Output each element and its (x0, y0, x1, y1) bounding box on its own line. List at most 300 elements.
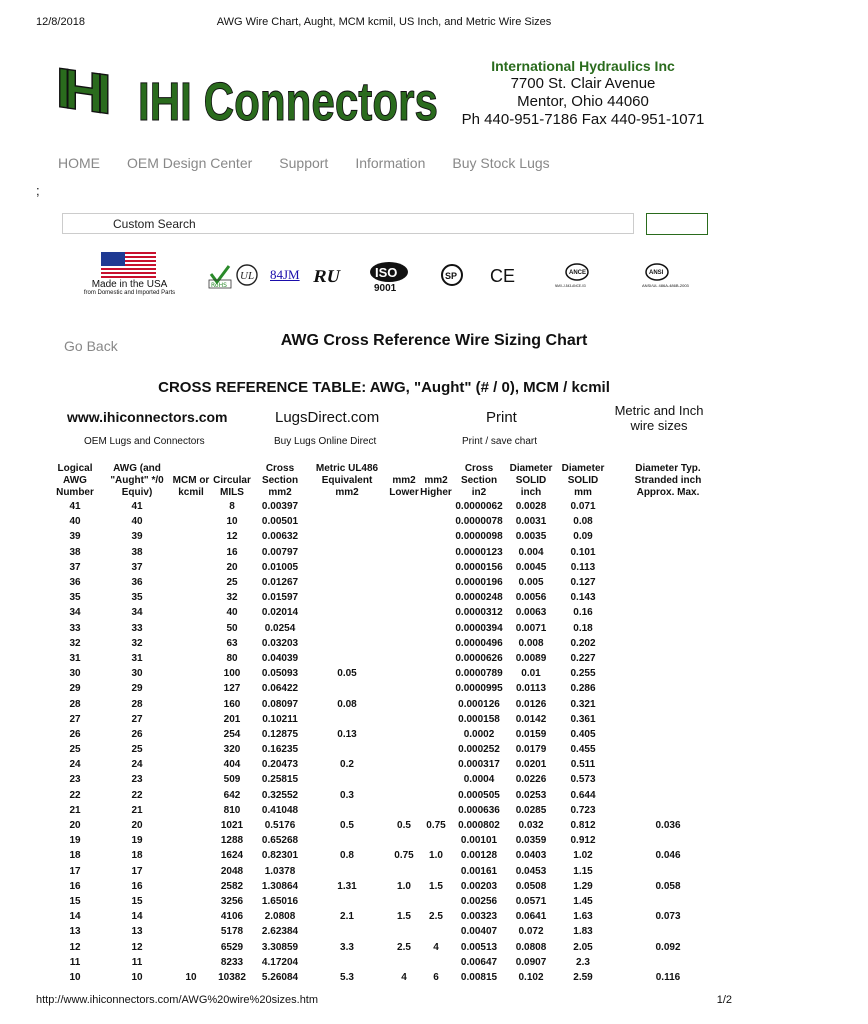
table-cell: 41 (131, 501, 143, 513)
table-cell: 11 (131, 956, 143, 968)
table-cell: 12 (69, 941, 81, 953)
table-row (48, 894, 726, 909)
table-cell (388, 924, 420, 939)
table-cell (172, 681, 210, 696)
table-cell (388, 696, 420, 711)
table-cell: 0.0000248 (455, 592, 503, 604)
table-cell (610, 681, 726, 696)
table-cell: 1.5 (397, 911, 411, 923)
table-cell: 1.0 (397, 880, 411, 892)
ance-sub: NMX-J-543-ANCE-03 (555, 284, 586, 288)
table-cell: 37 (131, 561, 143, 573)
table-cell: 27 (131, 713, 143, 725)
table-cell: 0.000126 (458, 698, 500, 710)
table-cell (610, 742, 726, 757)
table-row (48, 651, 726, 666)
table-row (48, 605, 726, 620)
table-row (48, 712, 726, 727)
table-cell: 20 (226, 561, 238, 573)
table-cell: 201 (223, 713, 241, 725)
table-cell (172, 636, 210, 651)
table-cell: 1.30864 (261, 880, 299, 892)
table-cell: 0.0285 (515, 804, 547, 816)
table-row (48, 772, 726, 787)
table-cell: 0.16 (573, 607, 593, 619)
table-cell (306, 712, 388, 727)
table-cell: 0.0000626 (455, 652, 503, 664)
table-cell: 2.3 (576, 956, 590, 968)
table-cell: 2.1 (340, 911, 354, 923)
table-cell (610, 864, 726, 879)
table-cell (172, 575, 210, 590)
table-cell (172, 499, 210, 514)
table-cell (306, 636, 388, 651)
table-cell: 0.0508 (515, 880, 547, 892)
table-cell (388, 864, 420, 879)
print-date: 12/8/2018 (36, 16, 85, 28)
table-cell: 642 (223, 789, 241, 801)
table-row (48, 864, 726, 879)
ance-label: ANCE (569, 270, 587, 276)
table-cell: 30 (69, 668, 81, 680)
table-cell: 0.18 (573, 622, 593, 634)
table-cell: 0.000505 (458, 789, 500, 801)
table-cell: 0.00101 (460, 835, 498, 847)
table-cell (388, 575, 420, 590)
table-cell: 0.102 (518, 971, 544, 983)
table-cell: 10 (69, 971, 81, 983)
table-cell: 37 (69, 561, 81, 573)
table-cell (388, 788, 420, 803)
table-cell (306, 590, 388, 605)
table-cell (610, 575, 726, 590)
table-cell: 25 (131, 744, 143, 756)
main-nav (58, 155, 577, 171)
table-cell (610, 499, 726, 514)
table-cell: 6 (433, 971, 439, 983)
table-row (48, 788, 726, 803)
table-cell: 0.0000995 (455, 683, 503, 695)
table-cell: 0.0000196 (455, 577, 503, 589)
table-cell: 12 (226, 531, 238, 543)
table-cell: 0.00323 (460, 911, 498, 923)
table-cell (610, 590, 726, 605)
table-cell: 1.0378 (264, 865, 296, 877)
made-in-usa-line1: Made in the USA (91, 279, 168, 290)
table-cell: 32 (226, 592, 238, 604)
table-cell: 16 (69, 880, 81, 892)
table-cell: 0.511 (570, 759, 596, 771)
column-header: Diameter Typ. Stranded inch Approx. Max. (634, 463, 702, 498)
table-cell: 30 (131, 668, 143, 680)
table-subtitle: CROSS REFERENCE TABLE: AWG, "Aught" (# / 0), MCM / kcmil (158, 379, 610, 396)
table-cell: 0.0000156 (455, 561, 503, 573)
table-cell (610, 696, 726, 711)
site-link[interactable]: www.ihiconnectors.com (67, 409, 228, 425)
ansi-icon (640, 262, 706, 290)
table-cell: 0.127 (570, 577, 596, 589)
table-row (48, 848, 726, 863)
metric-line1: Metric and Inch (614, 403, 704, 418)
table-cell (420, 742, 452, 757)
table-cell: 0.25815 (261, 774, 299, 786)
table-cell: 16 (226, 546, 238, 558)
table-cell (420, 727, 452, 742)
table-row (48, 909, 726, 924)
table-cell: 32 (131, 637, 143, 649)
table-cell: 0.00501 (261, 516, 299, 528)
table-cell: 0.0254 (264, 622, 296, 634)
table-cell: 0.0000394 (455, 622, 503, 634)
table-cell: 0.073 (655, 911, 681, 923)
print-link[interactable]: Print (486, 409, 517, 426)
rohs-label: RoHS (211, 282, 227, 289)
table-cell: 0.0159 (515, 728, 547, 740)
table-row (48, 514, 726, 529)
table-cell: 17 (131, 865, 143, 877)
table-cell (172, 621, 210, 636)
table-cell: 0.10211 (262, 713, 298, 725)
table-row (48, 833, 726, 848)
table-cell: 0.046 (655, 850, 681, 862)
table-cell (610, 545, 726, 560)
table-cell: 12 (131, 941, 143, 953)
table-cell: 3.3 (340, 941, 354, 953)
table-row (48, 924, 726, 939)
table-cell: 1624 (220, 850, 244, 862)
table-cell: 35 (69, 592, 81, 604)
table-cell (610, 621, 726, 636)
metric-inch-link[interactable] (604, 403, 714, 433)
table-cell: 0.04039 (261, 652, 299, 664)
table-cell (420, 681, 452, 696)
table-cell: 0.41048 (261, 804, 299, 816)
table-cell: 0.75 (394, 850, 414, 862)
lugs-sub: Buy Lugs Online Direct (274, 436, 377, 447)
table-row (48, 939, 726, 954)
table-cell: 13 (131, 926, 143, 938)
table-cell (306, 605, 388, 620)
table-cell: 0.09 (573, 531, 593, 543)
table-cell: 0.08097 (261, 698, 299, 710)
table-cell: 38 (131, 546, 143, 558)
table-cell (172, 529, 210, 544)
table-cell (388, 833, 420, 848)
company-city: Mentor, Ohio 44060 (517, 93, 649, 110)
table-cell (610, 727, 726, 742)
table-cell (388, 742, 420, 757)
table-cell (172, 712, 210, 727)
table-cell (172, 955, 210, 970)
table-cell: 0.286 (570, 683, 596, 695)
table-cell (172, 924, 210, 939)
table-cell: 4 (401, 971, 407, 983)
nav-support[interactable]: Support (279, 155, 329, 171)
table-cell (610, 605, 726, 620)
table-cell: 0.321 (570, 698, 596, 710)
table-cell: 5.26084 (261, 971, 299, 983)
company-phone: Ph 440-951-7186 Fax 440-951-1071 (461, 111, 705, 128)
table-cell: 0.16235 (261, 744, 299, 756)
table-cell (306, 955, 388, 970)
table-cell (420, 712, 452, 727)
table-cell (420, 757, 452, 772)
table-cell: 0.0403 (515, 850, 547, 862)
table-cell: 38 (69, 546, 81, 558)
table-cell: 0.00397 (261, 501, 299, 513)
nav-home[interactable]: HOME (58, 155, 100, 171)
table-cell: 22 (131, 789, 143, 801)
table-cell (172, 545, 210, 560)
table-cell (306, 560, 388, 575)
table-cell (610, 636, 726, 651)
svg-text:IHI: IHI (56, 55, 104, 125)
table-cell (306, 514, 388, 529)
table-cell: 0.058 (655, 880, 681, 892)
search-button[interactable] (646, 213, 708, 235)
table-cell: 0.5 (397, 820, 411, 832)
table-cell: 1021 (220, 820, 244, 832)
print-title: AWG Wire Chart, Aught, MCM kcmil, US Inch, and Metric Wire Sizes (216, 16, 552, 28)
table-cell (306, 621, 388, 636)
rohs-badge-icon (207, 262, 259, 290)
table-cell: 20 (131, 820, 143, 832)
table-cell (172, 848, 210, 863)
table-cell (306, 499, 388, 514)
table-cell: 0.82301 (261, 850, 299, 862)
column-header: mm2 Lower (389, 475, 419, 498)
table-cell: 2.62384 (261, 926, 299, 938)
ihi-connectors-logo[interactable] (54, 54, 442, 132)
table-cell (388, 803, 420, 818)
column-header: MCM or kcmil (172, 475, 210, 498)
table-cell: 0.071 (570, 501, 596, 513)
table-cell: 0.0226 (515, 774, 547, 786)
table-cell (610, 712, 726, 727)
table-cell (610, 514, 726, 529)
table-row (48, 681, 726, 696)
table-cell: 29 (69, 683, 81, 695)
table-cell (172, 651, 210, 666)
table-cell (172, 560, 210, 575)
table-cell (610, 924, 726, 939)
table-cell: 0.0808 (515, 941, 547, 953)
search-placeholder: Custom Search (113, 217, 196, 231)
table-cell (388, 666, 420, 681)
table-cell (172, 864, 210, 879)
ce-label: CE (490, 266, 516, 286)
site-sub: OEM Lugs and Connectors (84, 436, 205, 447)
table-cell: 3.30859 (261, 941, 299, 953)
table-cell: 5.3 (340, 971, 354, 983)
table-cell (172, 696, 210, 711)
table-cell (420, 772, 452, 787)
table-cell (306, 894, 388, 909)
nav-buy-stock-lugs[interactable]: Buy Stock Lugs (452, 155, 550, 171)
table-cell (172, 833, 210, 848)
table-cell (306, 864, 388, 879)
table-cell: 40 (69, 516, 81, 528)
table-cell: 1.0 (429, 850, 443, 862)
table-cell (420, 666, 452, 681)
table-cell: 4 (433, 941, 439, 953)
table-cell: 0.8 (340, 850, 354, 862)
table-row (48, 970, 726, 985)
table-cell: 0.116 (655, 971, 681, 983)
table-cell: 27 (69, 713, 81, 725)
table-row (48, 803, 726, 818)
table-cell: 0.000802 (458, 820, 500, 832)
table-cell: 24 (131, 759, 143, 771)
table-cell: 0.00513 (460, 941, 498, 953)
table-cell: 15 (131, 895, 143, 907)
column-header: Diameter SOLID inch (509, 463, 553, 498)
table-cell: 6529 (220, 941, 244, 953)
company-info (448, 58, 718, 129)
chart-title: AWG Cross Reference Wire Sizing Chart (280, 332, 588, 349)
listing-code-link[interactable]: 84JM (270, 267, 300, 282)
table-cell: 0.0031 (515, 516, 547, 528)
table-cell: 0.644 (570, 789, 596, 801)
table-row (48, 879, 726, 894)
table-row (48, 727, 726, 742)
table-cell: 40 (226, 607, 238, 619)
table-cell: 0.0359 (515, 835, 547, 847)
table-cell: 15 (69, 895, 81, 907)
table-cell: 0.0071 (515, 622, 547, 634)
table-cell (172, 818, 210, 833)
table-cell (172, 605, 210, 620)
ansi-sub: ANSI/UL 486A-486B-2003 (642, 283, 689, 288)
table-cell: 0.00632 (261, 531, 299, 543)
csa-icon (440, 262, 464, 290)
table-cell: 3256 (220, 895, 244, 907)
table-cell (420, 529, 452, 544)
table-cell: 0.32552 (261, 789, 299, 801)
table-cell (610, 955, 726, 970)
table-cell: 29 (131, 683, 143, 695)
ce-mark-icon (489, 262, 521, 290)
table-cell: 0.405 (570, 728, 596, 740)
table-cell (610, 651, 726, 666)
table-cell: 31 (131, 652, 143, 664)
table-row (48, 575, 726, 590)
table-cell (388, 772, 420, 787)
ul-label: UL (240, 270, 255, 282)
table-cell (172, 894, 210, 909)
table-cell: 2.59 (573, 971, 593, 983)
table-cell (420, 621, 452, 636)
table-row (48, 818, 726, 833)
table-cell (306, 924, 388, 939)
table-cell: 8233 (220, 956, 244, 968)
ru-label: RU (311, 266, 343, 286)
table-cell: 0.723 (570, 804, 596, 816)
table-cell: 0.0142 (515, 713, 547, 725)
table-cell (420, 651, 452, 666)
table-cell: 0.0000789 (455, 668, 503, 680)
table-cell: 0.5 (340, 820, 354, 832)
table-cell: 0.032 (518, 820, 544, 832)
table-cell: 0.101 (570, 546, 596, 558)
table-row (48, 545, 726, 560)
table-cell: 0.072 (518, 926, 544, 938)
table-cell: 0.00815 (460, 971, 498, 983)
table-cell: 0.092 (655, 941, 681, 953)
table-cell: 0.00128 (460, 850, 498, 862)
table-cell (420, 575, 452, 590)
table-row (48, 636, 726, 651)
table-cell (306, 545, 388, 560)
column-header: Circular MILS (213, 475, 251, 498)
table-cell: 0.00647 (460, 956, 498, 968)
table-cell (420, 788, 452, 803)
table-cell: 33 (131, 622, 143, 634)
table-cell (610, 788, 726, 803)
table-cell: 50 (226, 622, 238, 634)
footer-url: http://www.ihiconnectors.com/AWG%20wire%20sizes.htm (36, 994, 319, 1006)
table-cell: 39 (131, 531, 143, 543)
table-cell: 0.5176 (264, 820, 296, 832)
column-header: Cross Section in2 (460, 463, 498, 498)
table-cell (306, 681, 388, 696)
table-cell: 0.0000098 (455, 531, 503, 543)
go-back-link[interactable]: Go Back (64, 338, 118, 354)
table-cell: 2.5 (397, 941, 411, 953)
table-cell (306, 651, 388, 666)
table-cell: 35 (131, 592, 143, 604)
iso-label: ISO (375, 265, 398, 280)
table-cell (420, 864, 452, 879)
table-cell: 0.0000312 (455, 607, 503, 619)
table-cell: 0.113 (570, 561, 596, 573)
table-cell: 0.00256 (460, 895, 498, 907)
table-cell: 0.08 (573, 516, 593, 528)
table-cell (420, 696, 452, 711)
table-cell (610, 560, 726, 575)
table-cell: 404 (223, 759, 241, 771)
table-cell: 0.00797 (261, 546, 299, 558)
nav-information[interactable]: Information (355, 155, 426, 171)
table-cell: 1.45 (573, 895, 593, 907)
column-header: Cross Section mm2 (261, 463, 299, 498)
table-cell: 0.3 (340, 789, 354, 801)
table-cell: 0.0000062 (455, 501, 503, 513)
table-cell (610, 803, 726, 818)
table-row (48, 499, 726, 514)
table-cell: 0.0126 (515, 698, 547, 710)
table-cell: 39 (69, 531, 81, 543)
table-cell: 5178 (220, 926, 244, 938)
table-cell: 0.00407 (460, 926, 498, 938)
table-cell: 0.912 (570, 835, 596, 847)
table-cell: 31 (69, 652, 81, 664)
table-cell (306, 803, 388, 818)
table-cell: 8 (229, 501, 235, 513)
table-cell: 2.05 (573, 941, 593, 953)
table-cell: 810 (223, 804, 241, 816)
iso-number: 9001 (374, 283, 397, 294)
made-in-usa-line2: from Domestic and Imported Parts (83, 290, 176, 296)
table-cell: 0.0045 (515, 561, 547, 573)
table-cell: 34 (131, 607, 143, 619)
csa-label: SP (445, 271, 458, 281)
search-input[interactable] (62, 213, 634, 234)
lugsdirect-link[interactable]: LugsDirect.com (275, 409, 380, 426)
table-cell: 23 (131, 774, 143, 786)
table-cell: 0.0063 (515, 607, 547, 619)
nav-oem-design-center[interactable]: OEM Design Center (127, 155, 253, 171)
